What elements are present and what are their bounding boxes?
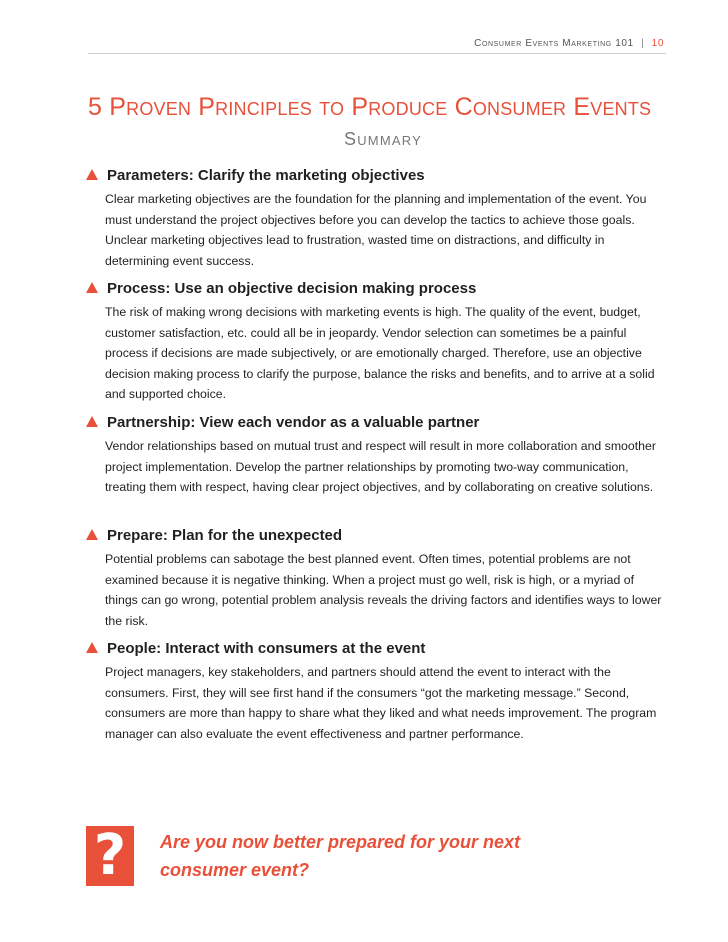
section-prepare (86, 524, 666, 631)
section-heading-row (86, 524, 666, 546)
section-heading-row (86, 637, 666, 659)
section-people (86, 637, 666, 744)
section-body: Vendor relationships based on mutual trust and respect will result in more collaboration and smoother project implementation. Develop the partner relationships by promoting two-way communication, treating them with respect, having clear project objectives, and by collaborating on creative solutions. (105, 439, 656, 495)
section-heading: Process: Use an objective decision making process (107, 279, 477, 297)
triangle-bullet-icon (86, 282, 98, 293)
section-parameters (86, 164, 666, 271)
running-title: Consumer Events Marketing 101 (474, 38, 634, 49)
section-partnership (86, 411, 666, 498)
section-body: Potential problems can sabotage the best planned event. Often times, potential problems are not examined because it is negative thinking. When a project must go well, risk is high, or a myriad of things can go wrong, potential problem analysis reveals the driving factors and identifies ways to lower the risk. (105, 552, 662, 628)
section-heading-row (86, 277, 666, 299)
section-process (86, 277, 666, 405)
section-heading-row (86, 164, 666, 186)
page-number: 10 (651, 38, 664, 49)
section-heading: Parameters: Clarify the marketing objectives (107, 166, 425, 184)
callout-question: Are you now better prepared for your next consumer event? (160, 832, 521, 880)
question-mark-icon: ? (86, 826, 134, 886)
section-heading-row (86, 411, 666, 433)
section-heading: People: Interact with consumers at the event (107, 639, 426, 657)
section-body: Clear marketing objectives are the foundation for the planning and implementation of the event. You must understand the project objectives before you can develop the tactics to achieve those goals. Unclear marketing objectives lead to frustration, wasted time on distractions, and difficulty in determining event success. (105, 192, 647, 268)
section-heading: Partnership: View each vendor as a valuable partner (107, 413, 480, 431)
section-heading: Prepare: Plan for the unexpected (107, 526, 343, 544)
triangle-bullet-icon (86, 416, 98, 427)
page-subtitle: Summary (344, 129, 422, 149)
page-title: 5 Proven Principles to Produce Consumer Events (88, 93, 652, 121)
triangle-bullet-icon (86, 169, 98, 180)
triangle-bullet-icon (86, 642, 98, 653)
header-divider (88, 53, 666, 54)
header-separator: | (641, 38, 645, 49)
running-header (88, 38, 664, 54)
section-body: Project managers, key stakeholders, and partners should attend the event to interact with the consumers. First, they will see first hand if the consumers “got the marketing message.” Second, consumers are more than happy to share what they liked and what needs improvement. The program manager can also evaluate the event effectiveness and partner performance. (105, 665, 657, 741)
triangle-bullet-icon (86, 529, 98, 540)
section-body: The risk of making wrong decisions with marketing events is high. The quality of the event, budget, customer satisfaction, etc. could all be in jeopardy. Vendor selection can sometimes be a painful process if decisions are made subjectively, or are emotionally charged. Therefore, use an objective decision making process to clarify the purpose, balance the risks and benefits, and to arrive at a solid and supported choice. (105, 305, 655, 402)
